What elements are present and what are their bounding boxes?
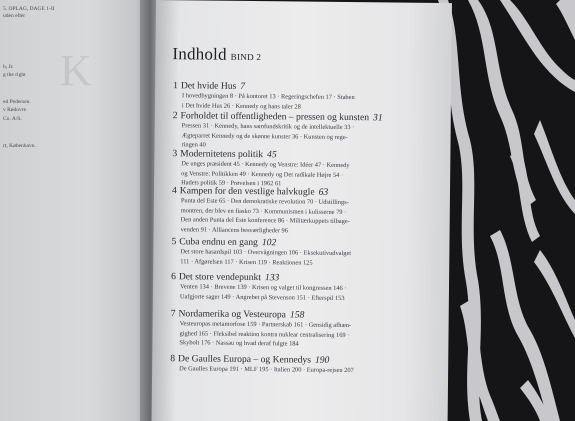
chapter-entry [172,185,438,237]
left-page-line: h, Jr. [3,64,14,70]
left-page-line: g the right [3,72,26,78]
left-page-line: Co. A/S. [3,116,22,122]
section-line: Vesteuropas metamorfose 159 · Partnerskab 161 · Gensidig afhæn- [179,320,352,330]
chapter-number: 6 [171,271,176,283]
chapter-number: 1 [173,80,178,92]
left-page-line: ed Pedersen. [3,99,31,105]
section-line: I hovedbygningen 8 · På kontoret 13 · Regeringschefen 17 · Staben [181,92,355,102]
chapter-title: Det store vendepunkt [178,271,262,284]
show-through-print: K [60,46,94,95]
section-line: Hadets politik 59 · Prøvelsen i 1962 61 [181,179,282,188]
chapter-page: 133 [264,272,280,284]
contents-heading [172,44,261,65]
chapter-number: 7 [170,308,176,320]
volume-label: BIND 2 [230,51,262,63]
chapter-title: Det hvide Hus [180,80,237,92]
chapter-number: 3 [172,148,178,160]
chapter-page: 45 [267,149,277,161]
section-line: De Gaulles Europa 191 · MLF 195 · Italien 200 · Europa-rejsen 207 [179,365,354,375]
left-page-line: v Rødovre [3,107,27,113]
chapter-entry [172,110,438,152]
section-line: Det store hasardspil 103 · Overvågningen 106 · Eksekutivudvalget [180,248,352,258]
section-line: montren, der blev en fiasko 73 · Kommunismen i kulisserne 79 · [180,206,347,216]
chapter-number: 5 [171,236,177,248]
section-line: 111 · Afgørelsen 117 · Krisen 119 · Reaktionen 125 [180,257,313,267]
chapter-title: Modernitetens politik [180,148,264,161]
left-page-line: 5. OPLAG, DAGE 1-II [3,6,55,12]
chapter-entry [171,236,437,269]
chapter-title: Forholdet til offentligheden – pressen og kunsten [180,110,370,124]
chapter-number: 2 [172,110,178,122]
chapter-entry [170,308,436,350]
section-line: Venten 134 · Brevene 139 · Krisen og valget til kongressen 146 · [179,283,347,293]
section-line: Uafgjorte sager 149 · Angrebet på Stevenson 151 · Efterspil 153 [179,292,345,302]
section-line: gighed 165 · Fleksibel reaktion kontra nuklear centralisering 169 · [179,329,350,339]
section-line: venden 91 · Alliancens besværligheder 96 [180,225,289,234]
chapter-page: 158 [289,309,305,321]
section-line: Den anden Punta del Este konference 86 · Militærkuppets tilbage- [180,216,350,226]
chapter-title: Cuba endnu en gang [179,236,258,249]
chapter-page: 190 [314,354,330,366]
chapter-entry [172,148,438,190]
chapter-page: 63 [318,186,329,198]
section-line: ringen 40 [181,141,206,149]
page-title: Indhold [172,44,227,64]
section-line: Ægteparret Kennedy og de skønne kunster 36 · Kunsten og rege- [181,131,348,141]
chapter-entry [171,271,437,304]
left-page-line: rt, København. [3,143,36,149]
left-page [0,0,148,421]
section-line: De unges præsident 45 · Kennedy og Venstre: Idéer 47 · Kennedy [181,160,350,170]
chapter-title: Nordamerika og Vesteuropa [178,308,287,321]
chapter-number: 8 [170,353,176,365]
section-line: Pressen 31 · Kennedy, hans samfundskritik og de intellektuelle 33 · [181,122,355,132]
section-line: og Venstre: Politikken 49 · Kennedy og Det radikale Højre 54 · [181,169,344,179]
chapter-title: De Gaulles Europa – og Kennedys [177,353,312,366]
chapter-page: 102 [261,237,277,249]
left-page-line: uden efter [3,13,26,19]
chapter-entry [170,353,436,376]
section-line: Punta del Este 65 · Den demokratiske revolution 70 · Udstillings- [180,197,349,207]
chapter-number: 4 [171,185,177,197]
chapter-entry [173,80,439,113]
section-line: i Det hvide Hus 26 · Kennedy og hans taler 28 [181,101,301,111]
chapter-page: 7 [240,80,246,92]
section-line: Skybolt 176 · Nassau og hvad deraf fulgte 184 [179,339,299,348]
contents-page [152,0,452,421]
chapter-page: 31 [373,112,383,124]
chapter-title: Kampen for den vestlige halvkugle [179,185,315,198]
